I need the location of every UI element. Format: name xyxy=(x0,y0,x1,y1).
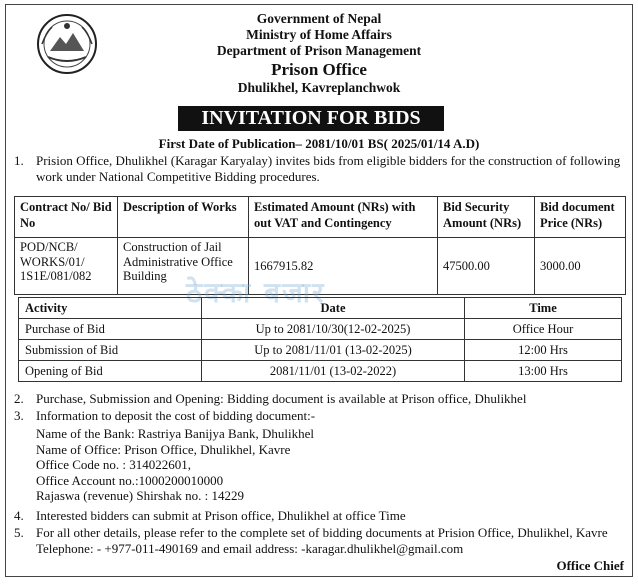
table-cell: 1667915.82 xyxy=(249,238,438,295)
table-row xyxy=(19,340,622,361)
table-cell: Opening of Bid xyxy=(19,361,202,382)
bank-info-block xyxy=(36,426,314,504)
column-header: Description of Works xyxy=(118,197,249,238)
column-header: Date xyxy=(202,298,465,319)
item-text: For all other details, please refer to the complete set of bidding documents at Prision Office, Dhulikhel, Kavre Telephone: - +977-011-490169 and email address: -karagar.dhulikhel@gmail.com xyxy=(36,525,608,556)
item-1 xyxy=(14,153,624,185)
item-number: 3. xyxy=(14,408,24,423)
table-row xyxy=(19,319,622,340)
column-header: Bid Security Amount (NRs) xyxy=(438,197,535,238)
signature-office-chief: Office Chief xyxy=(556,558,624,573)
item-4 xyxy=(14,508,624,524)
bank-info-line: Name of Office: Prison Office, Dhulikhel, Kavre xyxy=(36,441,291,457)
invitation-banner: INVITATION FOR BIDS xyxy=(178,106,444,131)
header-block xyxy=(6,11,632,96)
table-header-row xyxy=(19,298,622,319)
bank-info-line: Office Code no. : 314022601, xyxy=(36,457,192,472)
item-text: Prision Office, Dhulikhel (Karagar Karyalay) invites bids from eligible bidders for the construction of following work under National Competitive Bidding procedures. xyxy=(36,153,621,184)
table-cell: POD/NCB/ WORKS/01/ 1S1E/081/082 xyxy=(15,238,118,295)
table-cell: 47500.00 xyxy=(438,238,535,295)
bank-info-line: Rajaswa (revenue) Shirshak no. : 14229 xyxy=(36,488,244,503)
item-number: 4. xyxy=(14,508,24,523)
table-header-row xyxy=(15,197,626,238)
table-cell: Construction of Jail Administrative Office Building xyxy=(118,238,249,295)
item-number: 5. xyxy=(14,525,24,540)
notice-page xyxy=(5,4,633,577)
item-2 xyxy=(14,391,624,407)
table-cell: Submission of Bid xyxy=(19,340,202,361)
table-cell: Office Hour xyxy=(465,319,622,340)
header-location: Dhulikhel, Kavreplanchwok xyxy=(237,80,401,95)
item-3 xyxy=(14,408,624,424)
header-department: Department of Prison Management xyxy=(216,43,422,58)
item-5 xyxy=(14,525,624,557)
column-header: Time xyxy=(465,298,622,319)
item-number: 2. xyxy=(14,391,24,406)
table-cell: Purchase of Bid xyxy=(19,319,202,340)
item-text: Interested bidders can submit at Prison office, Dhulikhel at office Time xyxy=(36,508,406,523)
item-text: Purchase, Submission and Opening: Bidding document is available at Prison office, Dhulikhel xyxy=(36,391,527,406)
column-header: Activity xyxy=(19,298,202,319)
column-header: Bid document Price (NRs) xyxy=(535,197,626,238)
table-cell: Up to 2081/11/01 (13-02-2025) xyxy=(202,340,465,361)
table-cell: 2081/11/01 (13-02-2022) xyxy=(202,361,465,382)
table-row xyxy=(19,361,622,382)
item-text: Information to deposit the cost of bidding document:- xyxy=(36,408,316,423)
table-cell: 12:00 Hrs xyxy=(465,340,622,361)
watermark-text: ठेक्का बजार xyxy=(186,276,326,309)
table-cell: 3000.00 xyxy=(535,238,626,295)
bank-info-line: Office Account no.:1000200010000 xyxy=(36,472,224,488)
header-government: Government of Nepal xyxy=(256,11,382,26)
header-office: Prison Office xyxy=(271,60,367,79)
publication-date: First Date of Publication– 2081/10/01 BS( 2025/01/14 A.D) xyxy=(158,136,480,151)
table-cell: 13:00 Hrs xyxy=(465,361,622,382)
header-ministry: Ministry of Home Affairs xyxy=(246,27,392,42)
item-number: 1. xyxy=(14,153,24,168)
bank-info-line: Name of the Bank: Rastriya Banijya Bank, Dhulikhel xyxy=(36,426,314,441)
column-header: Estimated Amount (NRs) with out VAT and Contingency xyxy=(249,197,438,238)
schedule-table xyxy=(18,297,622,382)
column-header: Contract No/ Bid No xyxy=(15,197,118,238)
table-cell: Up to 2081/10/30(12-02-2025) xyxy=(202,319,465,340)
